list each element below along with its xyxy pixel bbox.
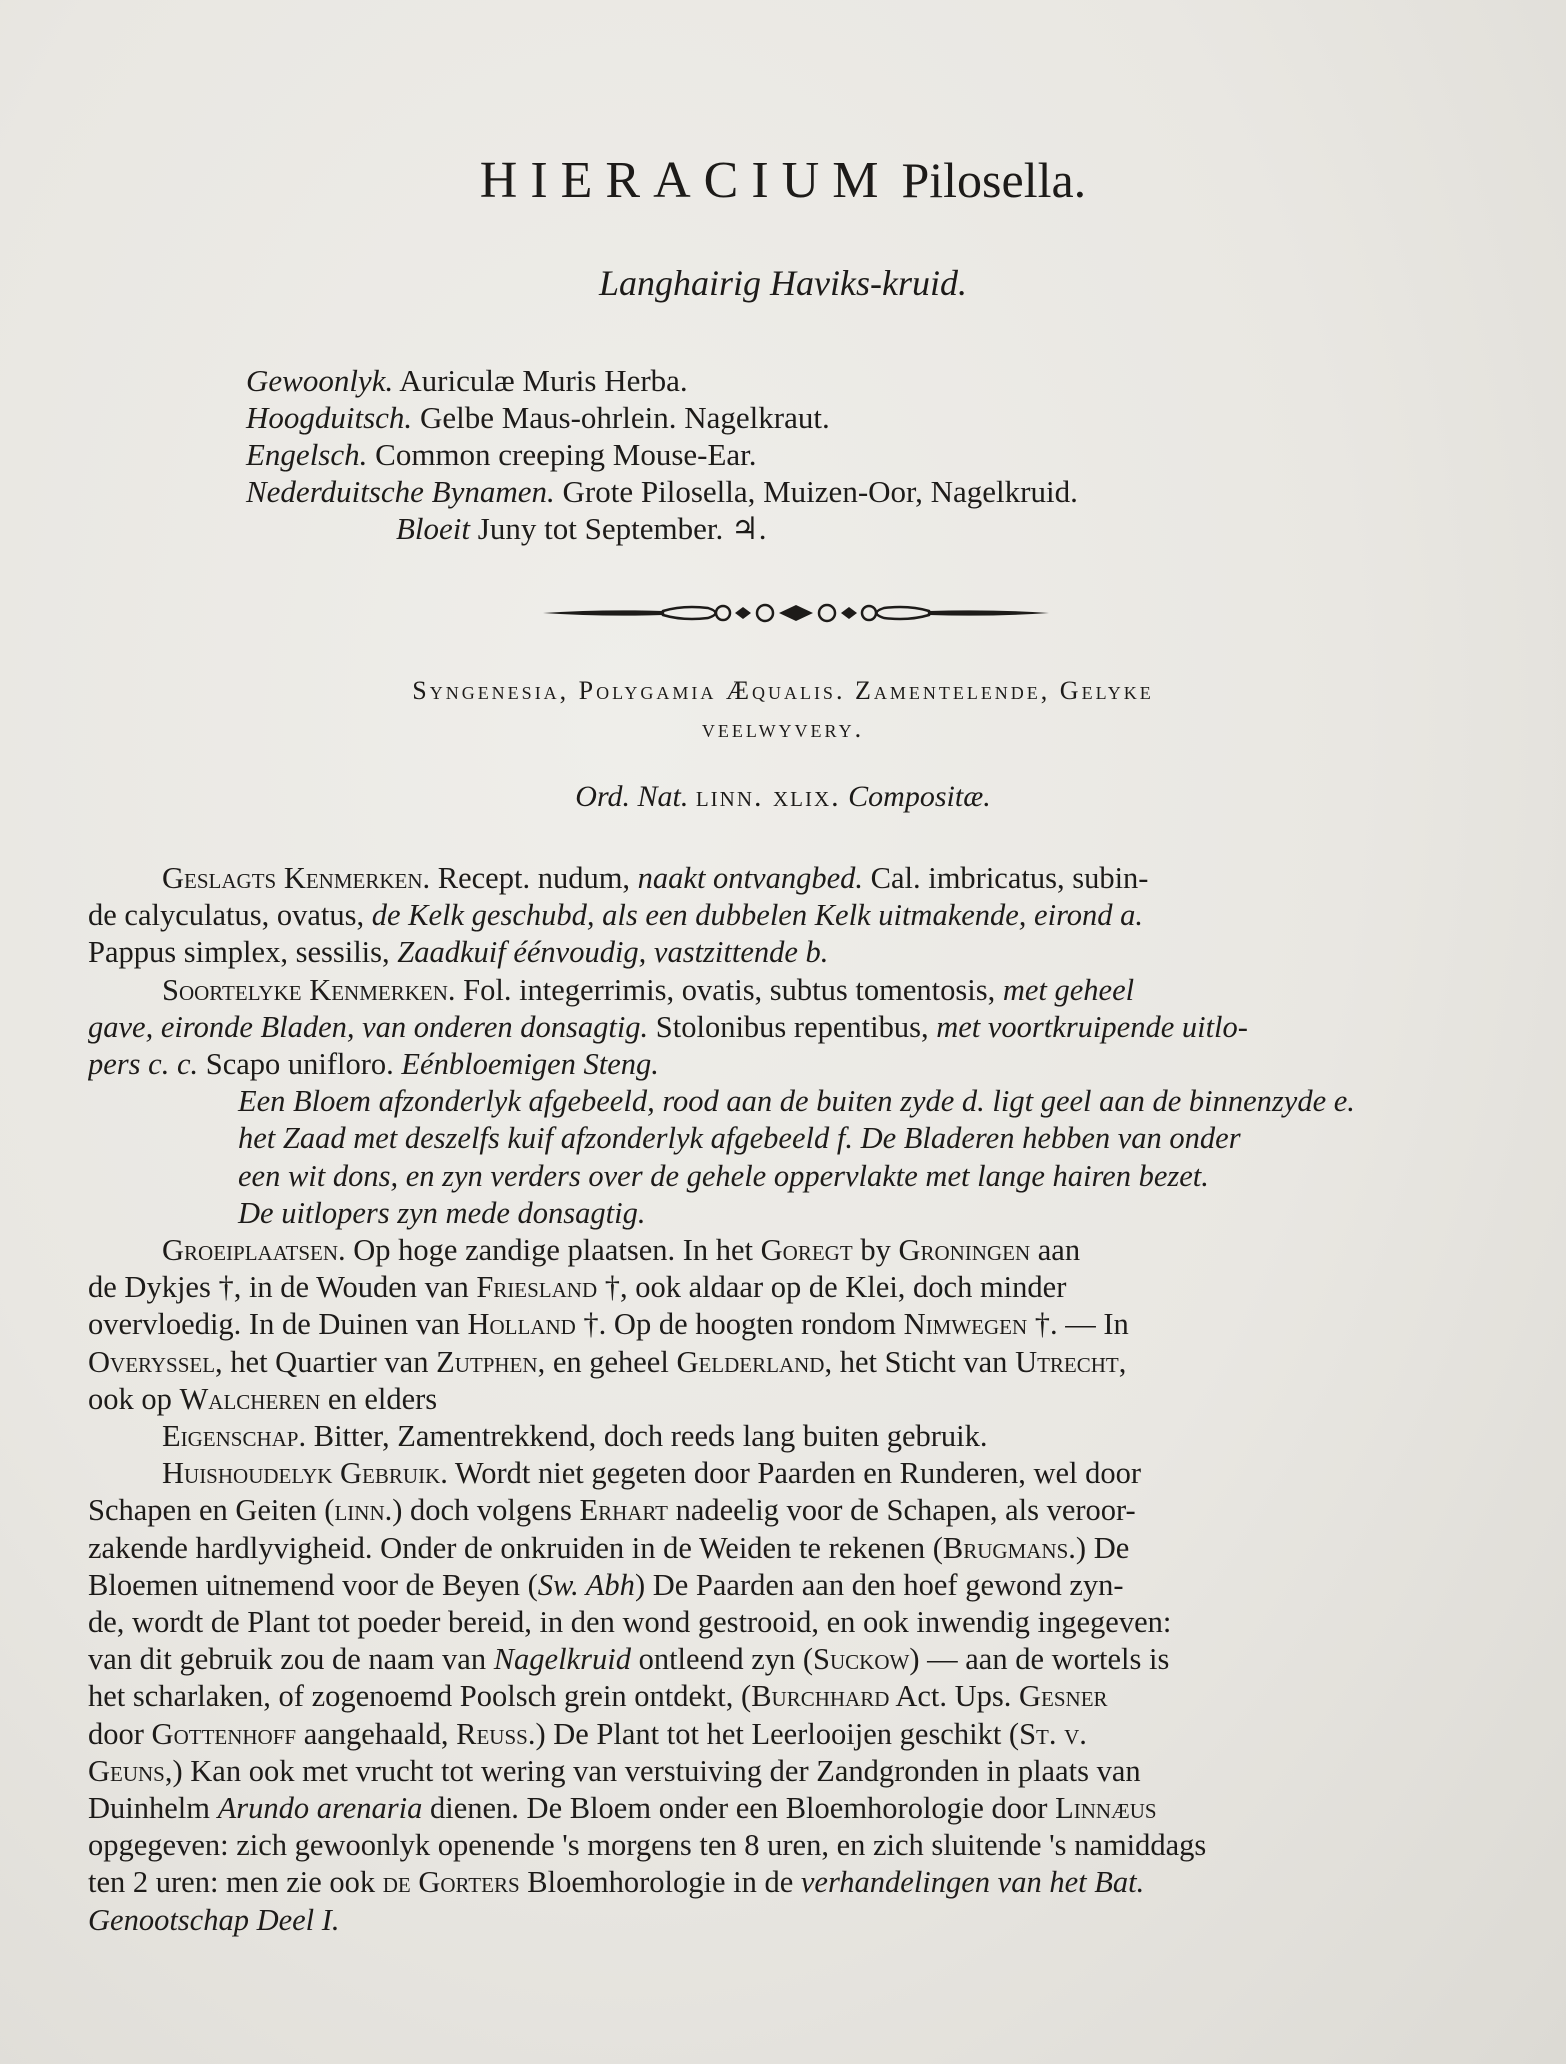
text-segment: linn. — [334, 1493, 393, 1528]
text-segment: dienen. De Bloem onder een Bloemhorologie door — [422, 1791, 1056, 1826]
dutch-common-name: Langhairig Haviks-kruid. — [599, 263, 967, 303]
text-segment: Bloemhorologie in de — [519, 1865, 801, 1900]
text-segment: Fol. integerrimis, ovatis, subtus tomentosis, — [455, 972, 1003, 1007]
text-segment: de, wordt de Plant tot poeder bereid, in den wond gestrooid, en ook inwendig ingegeven: — [88, 1605, 1172, 1640]
text-segment: Wordt niet gegeten door Paarden en Runderen, wel door — [447, 1456, 1142, 1491]
text-segment: Eénbloemigen Steng. — [401, 1047, 659, 1082]
text-segment: ,) Kan ook met vrucht tot wering van verstuiving der Zandgronden in plaats van — [164, 1753, 1141, 1788]
text-segment: Een Bloem afzonderlyk afgebeeld, rood aan de buiten zyde d. ligt geel aan de binnenzyde e. — [238, 1084, 1355, 1119]
text-segment: Arundo arenaria — [217, 1791, 423, 1826]
name-text: Grote Pilosella, Muizen-Oor, Nagelkruid. — [554, 474, 1078, 509]
text-segment: Stolonibus repentibus, — [648, 1009, 937, 1044]
text-segment: Geuns — [88, 1753, 165, 1788]
text-segment: Groningen — [898, 1233, 1031, 1268]
text-line — [88, 1641, 1492, 1678]
text-line — [88, 1381, 1492, 1418]
text-segment: aangehaald, — [296, 1716, 457, 1751]
text-segment: Zaadkuif éénvoudig, vastzittende b. — [397, 935, 829, 970]
text-segment: zakende hardlyvigheid. Onder de onkruiden in de Weiden te rekenen ( — [88, 1530, 943, 1565]
name-text: Common creeping Mouse-Ear. — [367, 437, 757, 472]
text-segment: aan — [1030, 1233, 1081, 1268]
text-segment: ) — aan de wortels is — [909, 1642, 1170, 1677]
text-segment: Groeiplaatsen. — [162, 1233, 346, 1268]
text-segment: Bitter, Zamentrekkend, doch reeds lang buiten gebruik. — [306, 1419, 988, 1454]
text-line — [88, 1753, 1492, 1790]
text-segment: de Dykjes †, in de Wouden van — [88, 1270, 477, 1305]
name-label: Hoogduitsch. — [246, 400, 413, 435]
text-line — [88, 1344, 1492, 1381]
text-segment: Sw. Abh — [537, 1567, 635, 1602]
text-segment: Holland — [467, 1307, 576, 1342]
text-segment: ) De Paarden aan den hoef gewond zyn- — [634, 1567, 1124, 1602]
text-segment: , het Sticht van — [824, 1344, 1016, 1379]
text-line — [88, 1530, 1492, 1567]
text-line — [88, 1864, 1492, 1901]
order-linn: linn. xlix. — [695, 780, 841, 813]
text-segment: Op hoge zandige plaatsen. In het — [345, 1233, 761, 1268]
classification-line: veelwyvery. — [701, 714, 865, 743]
text-segment: Zutphen — [436, 1344, 538, 1379]
text-segment: met voortkruipende uitlo- — [936, 1009, 1248, 1044]
text-segment: nadeelig voor de Schapen, als veroor- — [667, 1493, 1136, 1528]
name-label: Gewoonlyk. — [246, 363, 394, 398]
text-segment: ontleend zyn ( — [630, 1642, 814, 1677]
text-line — [88, 1232, 1492, 1269]
text-line — [88, 1269, 1492, 1306]
name-label: Bloeit — [396, 511, 471, 546]
order-prefix: Ord. Nat. — [575, 780, 689, 813]
text-segment: Friesland — [476, 1270, 598, 1305]
text-segment: by — [852, 1233, 899, 1268]
text-segment: Cal. imbricatus, subin- — [862, 861, 1149, 895]
text-segment: de Kelk geschubd, als een dubbelen Kelk uitmakende, eirond a. — [371, 898, 1144, 933]
text-segment: , het Quartier van — [215, 1344, 437, 1379]
text-line — [88, 1120, 1492, 1157]
text-segment: †. Op de hoogten rondom — [575, 1307, 904, 1342]
text-segment: Overyssel — [88, 1344, 216, 1379]
text-segment: Schapen en Geiten ( — [88, 1493, 335, 1528]
description-body — [88, 860, 1492, 1939]
text-segment: pers c. c. — [88, 1047, 199, 1082]
text-line — [88, 1827, 1492, 1864]
text-segment: Recept. nudum, — [430, 861, 638, 895]
text-segment: Genootschap Deel I. — [88, 1902, 340, 1937]
text-segment: de Gorters — [382, 1865, 520, 1900]
text-line — [88, 897, 1492, 934]
text-segment: ten 2 uren: men zie ook — [88, 1865, 383, 1900]
text-segment: St. v. — [1019, 1716, 1087, 1751]
text-segment: De uitlopers zyn mede donsagtig. — [238, 1195, 646, 1230]
text-line — [88, 1455, 1492, 1492]
text-line — [88, 972, 1492, 1009]
name-line — [246, 473, 1078, 510]
text-segment: , — [1118, 1344, 1127, 1379]
text-segment: , en geheel — [537, 1344, 677, 1379]
text-line — [88, 1158, 1492, 1195]
text-segment: Act. Ups. — [889, 1679, 1020, 1714]
text-line — [88, 1418, 1492, 1455]
text-segment: het Zaad met deszelfs kuif afzonderlyk afgebeeld f. De Bladeren hebben van onder — [238, 1121, 1241, 1156]
text-segment: Linnæus — [1055, 1791, 1157, 1826]
text-line — [88, 1567, 1492, 1604]
name-text: Auriculæ Muris Herba. — [393, 363, 688, 398]
text-line — [88, 1604, 1492, 1641]
text-segment: Nimwegen — [903, 1307, 1028, 1342]
genus-name: HIERACIUM — [479, 152, 892, 209]
text-segment: Huishoudelyk Gebruik. — [162, 1456, 448, 1491]
text-segment: †. — In — [1027, 1307, 1129, 1342]
name-line — [246, 362, 1078, 399]
text-segment: Eigenschap. — [162, 1419, 307, 1454]
natural-order — [0, 780, 1566, 814]
text-segment: Gelderland — [676, 1344, 825, 1379]
text-line — [88, 1306, 1492, 1343]
name-text: Juny tot September. ♃. — [470, 511, 767, 546]
text-segment: en elders — [320, 1381, 438, 1416]
text-segment: opgegeven: zich gewoonlyk openende 's morgens ten 8 uren, en zich sluitende 's namiddags — [88, 1828, 1207, 1863]
text-segment: Brugmans. — [942, 1530, 1076, 1565]
text-segment: gave, eironde Bladen, van onderen donsagtig. — [88, 1009, 649, 1044]
text-line — [88, 1083, 1492, 1120]
classification-line: Syngenesia, Polygamia Æqualis. Zamentelende, Gelyke — [412, 676, 1154, 705]
text-segment: ) De Plant tot het Leerlooijen geschikt ( — [535, 1716, 1020, 1751]
text-segment: verhandelingen van het Bat. — [800, 1865, 1145, 1900]
name-label: Nederduitsche Bynamen. — [246, 474, 555, 509]
flowering-line — [246, 510, 1078, 547]
text-segment: Utrecht — [1015, 1344, 1119, 1379]
text-segment: Scapo unifloro. — [198, 1047, 402, 1082]
text-segment: Suckow — [813, 1642, 910, 1677]
species-name: Pilosella. — [901, 152, 1087, 208]
vernacular-names — [246, 362, 1078, 547]
text-segment: Gottenhoff — [151, 1716, 297, 1751]
ornament-divider-icon — [543, 596, 1049, 630]
text-segment: ) De — [1075, 1530, 1130, 1565]
text-segment: ) doch volgens — [392, 1493, 580, 1528]
name-label: Engelsch. — [246, 437, 368, 472]
text-segment: Erhart — [579, 1493, 668, 1528]
text-segment: Reuss. — [456, 1716, 536, 1751]
text-segment: Burchhard — [751, 1679, 890, 1714]
text-segment: Pappus simplex, sessilis, — [88, 935, 398, 970]
order-family: Compositæ. — [848, 780, 991, 813]
name-line — [246, 436, 1078, 473]
text-segment: Duinhelm — [88, 1791, 218, 1826]
name-text: Gelbe Maus-ohrlein. Nagelkraut. — [412, 400, 830, 435]
text-segment: Geslagts Kenmerken. — [162, 861, 431, 895]
text-segment: een wit dons, en zyn verders over de gehele oppervlakte met lange hairen bezet. — [238, 1158, 1209, 1193]
text-line — [88, 1790, 1492, 1827]
text-line — [88, 860, 1492, 897]
text-segment: Nagelkruid — [493, 1642, 631, 1677]
text-segment: Bloemen uitnemend voor de Beyen ( — [88, 1567, 538, 1602]
text-segment: het scharlaken, of zogenoemd Poolsch grein ontdekt, ( — [88, 1679, 752, 1714]
linnaean-classification — [0, 672, 1566, 748]
text-line — [88, 1902, 1492, 1939]
text-line — [88, 1195, 1492, 1232]
text-segment: door — [88, 1716, 152, 1751]
text-line — [88, 934, 1492, 971]
page-title — [0, 148, 1566, 213]
text-segment: Walcheren — [179, 1381, 321, 1416]
text-segment: ook op — [88, 1381, 180, 1416]
text-segment: Gesner — [1019, 1679, 1108, 1714]
text-segment: †, ook aldaar op de Klei, doch minder — [597, 1270, 1067, 1305]
text-segment: Goregt — [760, 1233, 853, 1268]
text-line — [88, 1492, 1492, 1529]
text-segment: overvloedig. In de Duinen van — [88, 1307, 468, 1342]
name-line — [246, 399, 1078, 436]
text-line — [88, 1046, 1492, 1083]
text-segment: naakt ontvangbed. — [637, 861, 863, 895]
text-segment: Soortelyke Kenmerken. — [162, 972, 456, 1007]
text-segment: van dit gebruik zou de naam van — [88, 1642, 494, 1677]
text-line — [88, 1716, 1492, 1753]
text-line — [88, 1009, 1492, 1046]
text-segment: met geheel — [1002, 972, 1135, 1007]
text-segment: de calyculatus, ovatus, — [88, 898, 372, 933]
text-line — [88, 1678, 1492, 1715]
